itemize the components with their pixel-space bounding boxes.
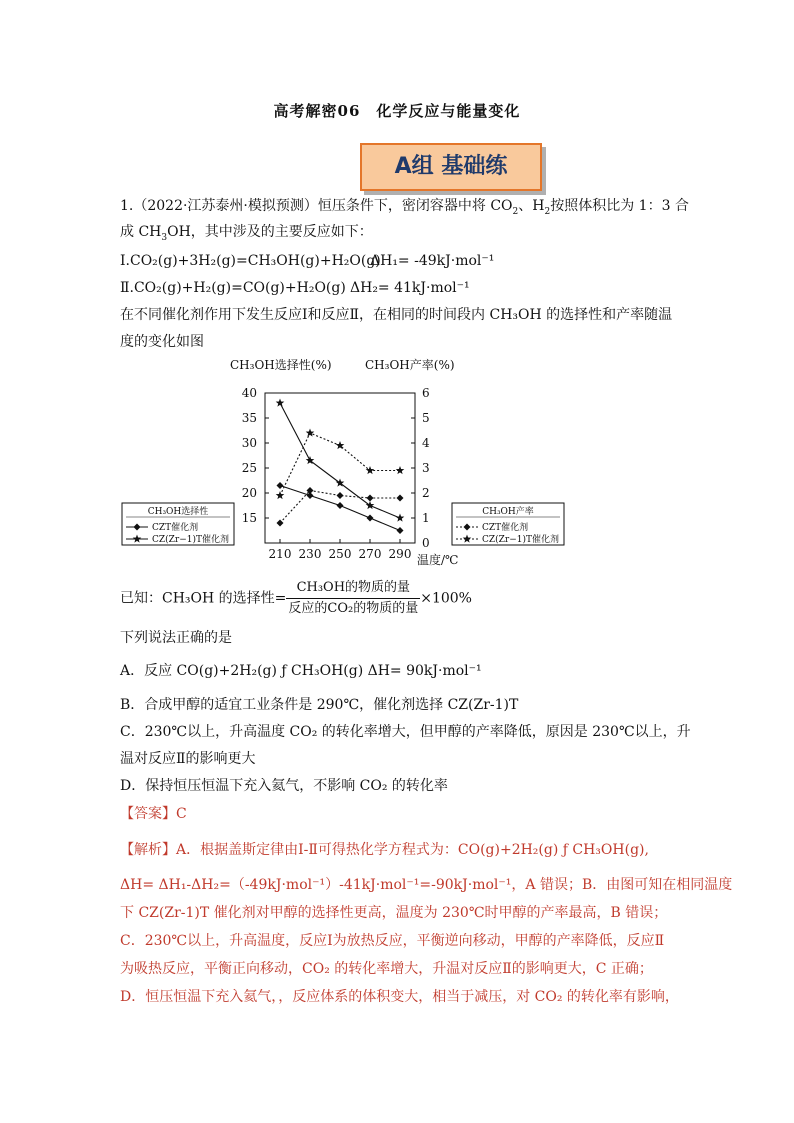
- right-tick-label: 0: [422, 536, 430, 550]
- explanation-line-6: D．恒压恒温下充入氦气，，反应体系的体积变大，相当于减压，对 CO₂ 的转化率有影响，: [120, 989, 679, 1005]
- section-banner: A组 基础练: [360, 143, 542, 191]
- right-tick-label: 1: [422, 511, 430, 525]
- right-tick-label: 6: [422, 386, 430, 400]
- methanol-chart: [120, 355, 570, 575]
- left-tick-label: 20: [241, 486, 257, 500]
- legend-title: CH₃OH产率: [482, 507, 534, 517]
- known-formula: 已知：CH₃OH 的选择性= $\frac{\text{CH₃OH的物质的量}}{\text{反应的CO₂的物质的量}}$ ×100%: [120, 580, 472, 616]
- x-tick-label: 250: [328, 547, 352, 561]
- right-tick-label: 2: [422, 486, 430, 500]
- x-tick-label: 210: [268, 547, 292, 561]
- question-line-2: 成 $CH_3OH$，其中涉及的主要反应如下：: [120, 224, 373, 243]
- x-tick-label: 270: [358, 547, 382, 561]
- left-tick-label: 35: [241, 411, 257, 425]
- diamond-marker: [337, 502, 344, 509]
- option-c-line-1: C．230℃以上，升高温度 CO₂ 的转化率增大，但甲醇的产率降低，原因是 230℃以上，升: [120, 724, 691, 740]
- left-axis-label: CH₃OH选择性(%): [230, 358, 332, 372]
- plot-frame: [265, 393, 415, 543]
- diamond-marker: [397, 527, 404, 534]
- explanation-line-1: 【解析】A．根据盖斯定律由Ⅰ-Ⅱ可得热化学方程式为：CO(g)+2H₂(g) ƒ CH₃OH(g),: [120, 842, 649, 858]
- right-tick-label: 5: [422, 411, 430, 425]
- diamond-marker: [367, 495, 374, 502]
- left-tick-label: 25: [241, 461, 257, 475]
- x-axis-label: 温度/℃: [417, 553, 459, 567]
- explanation-line-4: C．230℃以上，升高温度，反应Ⅰ为放热反应，平衡逆向移动，甲醇的产率降低，反应Ⅱ: [120, 933, 665, 949]
- option-c-line-2: 温对反应Ⅱ的影响更大: [120, 751, 256, 767]
- right-tick-label: 4: [422, 436, 430, 450]
- question-prompt: 下列说法正确的是: [120, 630, 232, 646]
- diamond-marker: [367, 515, 374, 522]
- diamond-marker: [397, 495, 404, 502]
- legend-entry: CZ(Zr−1)T催化剂: [482, 535, 559, 545]
- explanation-line-5: 为吸热反应，平衡正向移动，CO₂ 的转化率增大，升温对反应Ⅱ的影响更大，C 正确；: [120, 961, 653, 977]
- x-tick-label: 290: [388, 547, 412, 561]
- page-title: 高考解密06 化学反应与能量变化: [273, 102, 521, 120]
- star-marker: [276, 491, 285, 499]
- left-tick-label: 15: [241, 511, 257, 525]
- diamond-marker: [277, 482, 284, 489]
- legend-entry: CZ(Zr−1)T催化剂: [152, 535, 229, 545]
- star-marker: [396, 514, 405, 522]
- star-marker: [366, 466, 375, 474]
- star-marker: [396, 466, 405, 474]
- star-marker: [306, 429, 315, 437]
- left-series-line: [280, 403, 400, 518]
- description-line-2: 度的变化如图: [120, 334, 204, 350]
- reaction-2: Ⅱ.CO₂(g)+H₂(g)=CO(g)+H₂O(g) ΔH₂= 41kJ·mol⁻¹: [120, 280, 470, 296]
- star-marker: [366, 501, 375, 509]
- reaction-1: Ⅰ.CO₂(g)+3H₂(g)=CH₃OH(g)+H₂O(g) ΔH₁= -49kJ·mol⁻¹: [120, 253, 495, 269]
- star-marker: [276, 399, 285, 407]
- x-tick-label: 230: [298, 547, 322, 561]
- legend-entry: CZT催化剂: [152, 523, 199, 533]
- left-tick-label: 40: [241, 386, 257, 400]
- diamond-marker: [277, 520, 284, 527]
- option-b: B．合成甲醇的适宜工业条件是 290℃，催化剂选择 CZ(Zr-1)T: [120, 697, 519, 713]
- option-a: A．反应 CO(g)+2H₂(g) ƒ CH₃OH(g) ΔH= 90kJ·mol⁻¹: [120, 663, 482, 679]
- legend-entry: CZT催化剂: [482, 523, 529, 533]
- question-line-1: 1.（2022·江苏泰州·模拟预测）恒压条件下，密闭容器中将 $CO_2$、$H_2$按照体积比为 1：3 合: [120, 198, 689, 217]
- right-axis-label: CH₃OH产率(%): [365, 358, 455, 372]
- explanation-line-3: 下 CZ(Zr-1)T 催化剂对甲醇的选择性更高，温度为 230℃时甲醇的产率最高，B 错误；: [120, 905, 668, 921]
- description-line-1: 在不同催化剂作用下发生反应Ⅰ和反应Ⅱ，在相同的时间段内 CH₃OH 的选择性和产率随温: [120, 307, 673, 323]
- diamond-marker: [337, 492, 344, 499]
- explanation-line-2: ΔH= ΔH₁-ΔH₂=（-49kJ·mol⁻¹）-41kJ·mol⁻¹=-90kJ·mol⁻¹，A 错误；B．由图可知在相同温度: [120, 877, 733, 893]
- legend-title: CH₃OH选择性: [147, 507, 209, 517]
- left-tick-label: 30: [241, 436, 257, 450]
- right-tick-label: 3: [422, 461, 430, 475]
- answer: 【答案】C: [120, 806, 187, 822]
- option-d: D．保持恒压恒温下充入氦气，不影响 CO₂ 的转化率: [120, 778, 448, 794]
